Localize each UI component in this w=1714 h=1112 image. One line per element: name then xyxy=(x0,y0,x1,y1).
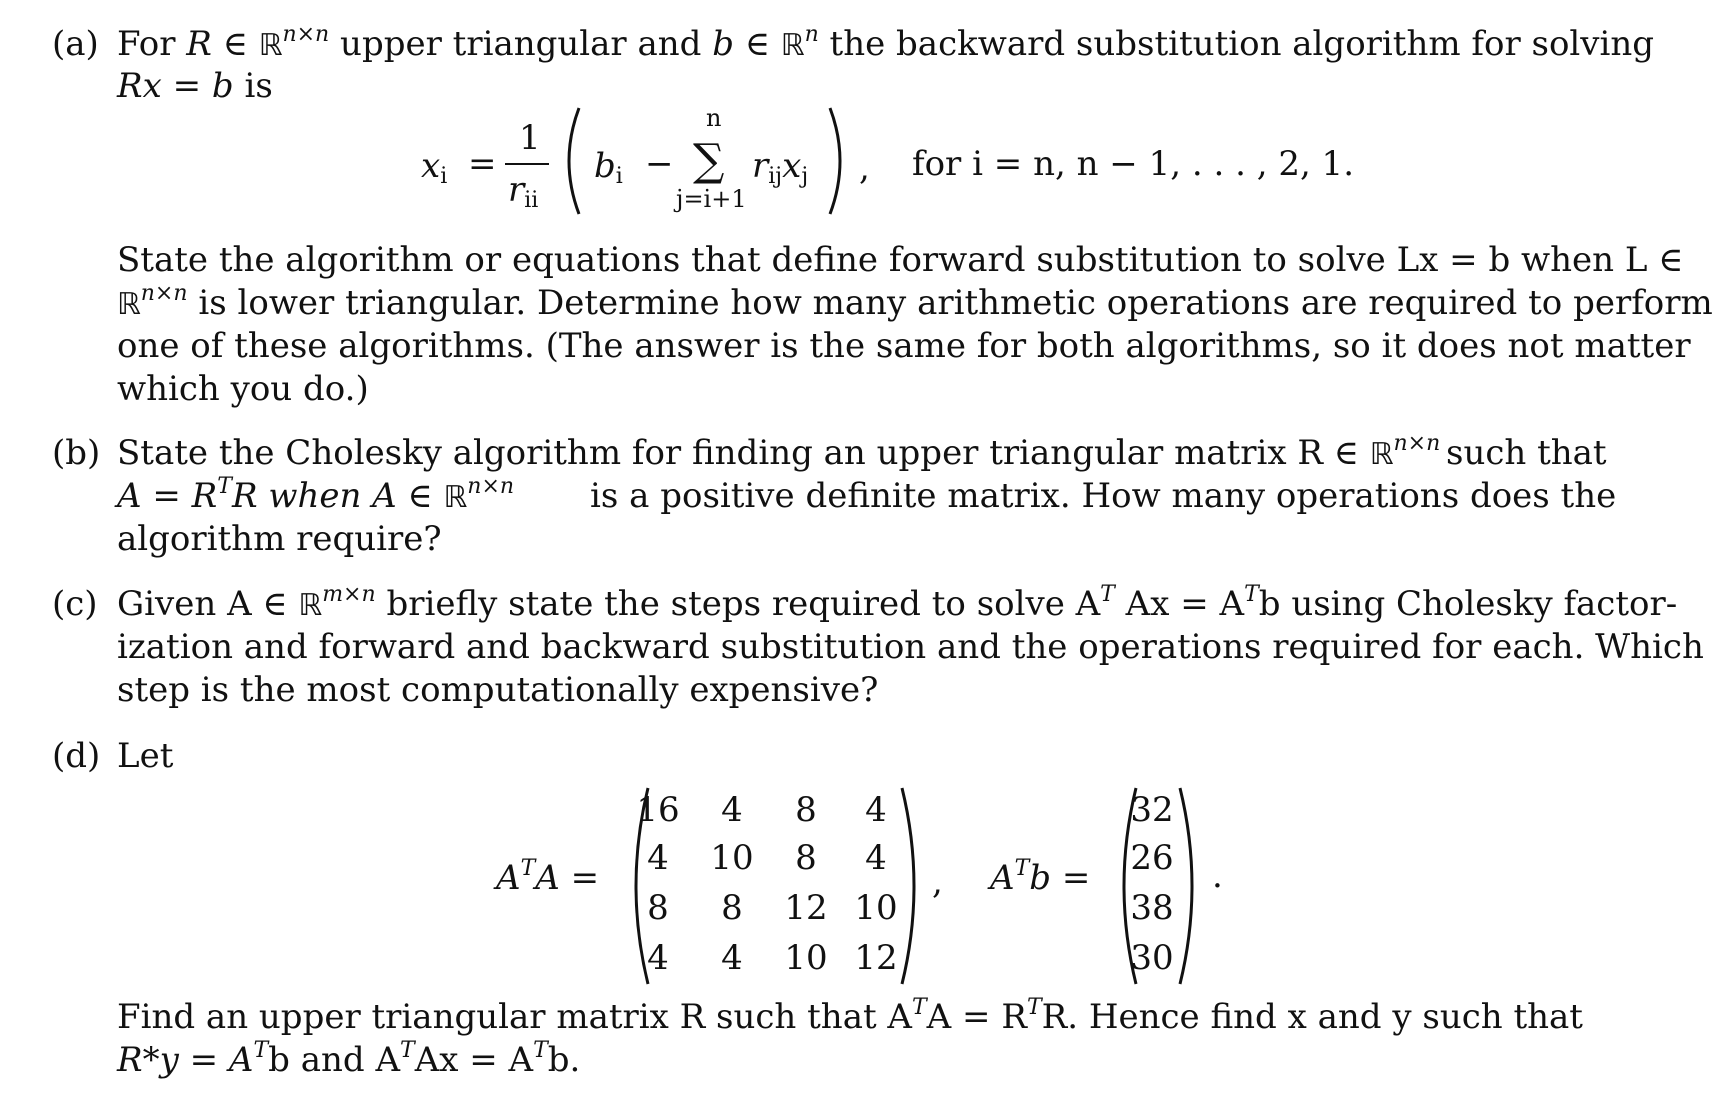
matrix-cell: 10 xyxy=(710,838,754,878)
matrix-cell: 8 xyxy=(647,888,669,928)
right-big-paren xyxy=(824,106,854,216)
matrix-cell: 16 xyxy=(636,790,680,830)
matrix-cell: 12 xyxy=(784,888,828,928)
part-b-line-3: algorithm require? xyxy=(117,519,442,559)
matrix-cell: 8 xyxy=(795,790,817,830)
left-big-paren xyxy=(555,106,585,216)
matrix-cell: 10 xyxy=(854,888,898,928)
vector-cell: 32 xyxy=(1130,790,1174,830)
vector-cell: 38 xyxy=(1130,888,1174,928)
part-c-label: (c) xyxy=(52,584,98,624)
ata-label: $A^TA$ = xyxy=(496,856,600,898)
vector-cell: 30 xyxy=(1130,938,1174,978)
part-b-line-1: State the Cholesky algorithm for finding an upper triangular matrix R ∈ ℝ$^{n\times n}$ xyxy=(117,431,1441,473)
part-b-line-2: $A = R^TR$ when A ∈ ℝ$^{n\times n}$ xyxy=(117,474,515,516)
vector-right-paren xyxy=(1176,786,1206,986)
part-c-line-2: ization and forward and backward substitution and the operations required for each. Which xyxy=(117,627,1704,667)
vector-cell: 26 xyxy=(1130,838,1174,878)
atb-label: $A^Tb$ = xyxy=(990,856,1091,898)
part-d-label: (d) xyxy=(52,736,101,776)
part-c-line-1: Given A ∈ ℝ$^{m\times n}$ briefly state the steps required to solve $A^T$ $Ax = A^Tb$ using Cholesky factor- xyxy=(117,582,1678,624)
part-a-body-1: State the algorithm or equations that define forward substitution to solve Lx = b when L ∈ xyxy=(117,240,1684,280)
matrix-cell: 4 xyxy=(721,790,743,830)
part-a-intro-line-2: Rx = b is xyxy=(117,66,273,106)
part-c-line-3: step is the most computationally expensive? xyxy=(117,670,879,710)
part-a-body-3: one of these algorithms. (The answer is the same for both algorithms, so it does not matter xyxy=(117,326,1691,366)
matrix-cell: 8 xyxy=(721,888,743,928)
matrix-cell: 4 xyxy=(865,790,887,830)
part-a-body-2: ℝ$^{n\times n}$ is lower triangular. Determine how many arithmetic operations are required to perform xyxy=(117,281,1713,323)
let-text: Let xyxy=(117,736,174,776)
matrix-cell: 12 xyxy=(854,938,898,978)
part-b-label: (b) xyxy=(52,433,101,473)
matrix-cell: 4 xyxy=(865,838,887,878)
part-a-label: (a) xyxy=(52,24,99,64)
matrix-right-paren xyxy=(898,786,928,986)
matrix-cell: 4 xyxy=(647,938,669,978)
matrix-cell: 10 xyxy=(784,938,828,978)
part-a-intro-line: For R ∈ ℝ$^{n\times n}$ upper triangular and b ∈ ℝ$^n$ the backward substitution algorithm for solving xyxy=(117,22,1655,64)
part-a-body-4: which you do.) xyxy=(117,369,369,409)
matrix-cell: 4 xyxy=(647,838,669,878)
part-d-find-line-1: Find an upper triangular matrix R such that $A^TA = R^TR$. Hence find x and y such that xyxy=(117,995,1583,1037)
matrix-cell: 8 xyxy=(795,838,817,878)
matrix-cell: 4 xyxy=(721,938,743,978)
part-d-find-line-2: $R*y = A^Tb$ and $A^TAx = A^Tb$. xyxy=(117,1038,581,1080)
fraction-bar xyxy=(505,163,549,165)
